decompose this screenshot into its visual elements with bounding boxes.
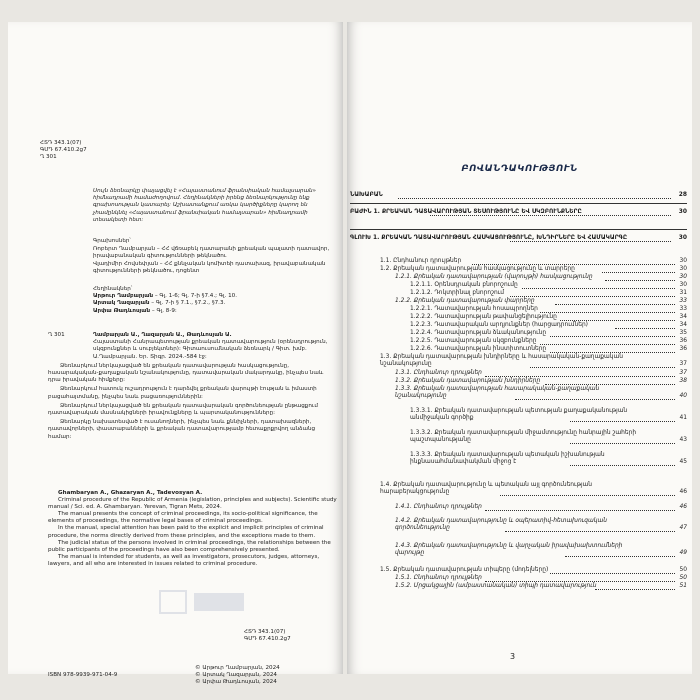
approval-note: Սույն ձեռնարկը փայացվել է «Հայաստանում ֆրանսիական համալսարան» հիմնադրամի համաժողովում. Հեղինակների իրենց ձեռնարկությունը ենք գրախոսության կատարել: Աշխատանքում առկա կարծիքները կարող են չհամընկնել «Հայաստանում ֆրանսիական համալսարան» հիմնադրամի տեսակետի հետ: — [93, 188, 317, 223]
toc-entry-text: ԲԱԺԻՆ 1. ՔՐԵԱԿԱՆ ԴԱՏԱՎԱՐՈՒԹՅԱՆ ՏԵՍՈՒԹՅՈՒՆԸ ԵՎ ՍԿԶԲՈՒՆՔՆԵՐԸ — [350, 209, 582, 215]
divider — [350, 229, 687, 230]
toc-entry-page: 30 — [678, 209, 687, 215]
toc-entry-text: 1.3.3.2. Քրեական դատավարության միջամտությունը հանրային շահերի պաշտպանությանը — [410, 430, 637, 444]
left-page — [8, 22, 343, 686]
toc-entry-page: 30 — [679, 266, 687, 272]
bbk-code: ԳՄԴ 67.410.2ց7 — [40, 147, 87, 154]
author-entry — [93, 300, 333, 307]
toc-entry — [395, 518, 687, 532]
toc-entry-page: 35 — [679, 330, 687, 336]
authors-block — [93, 286, 333, 315]
biblio-paragraph: Ձեռնարկում ներկայացված են քրեական դատավարական գործունեության ընթացքում դատավարական մասնակիցների իրավունքները և պարտականությունները: — [48, 402, 318, 417]
toc-entry — [350, 192, 687, 199]
biblio-code: Ղ 301 — [48, 332, 65, 338]
toc-entry-text: 1.4.2. Քրեական դատավարությունը և օպերատիվ-հետախուզական գործունեությունը — [395, 518, 607, 532]
toc-entry-text: 1.3.3.1. Քրեական դատավարության պետության քաղաքականության անմիջական գործիք — [410, 408, 628, 422]
toc-entry-page: 30 — [679, 258, 687, 264]
toc-entry-page: 41 — [679, 415, 687, 422]
authors-heading: Հեղինակներ՝ — [93, 286, 133, 292]
toc-entry — [395, 370, 687, 377]
toc-entry-text: 1.2.2.3. Դատավարական արդյունքներ (հարցադրումներ) — [410, 322, 588, 328]
toc-entry-page: 50 — [679, 567, 687, 573]
abstract-paragraph: The judicial status of the persons involved in criminal proceedings, the relationships between the public participants of the proceedings have also been comprehensively presented. — [48, 539, 331, 553]
toc-entry-page: 33 — [679, 298, 687, 304]
toc-entry — [395, 575, 687, 582]
toc-entry-text: 1.3.2. Քրեական դատավարության խնդիրները — [395, 378, 541, 384]
toc-entry-page: 30 — [679, 274, 687, 280]
toc-entry-page: 34 — [679, 314, 687, 320]
biblio-paragraph: Ձեռնարկը նախատեսված է ուսանողների, ինչպես նաև քննիչների, դատախազների, դատավորների, փաստաբանների և քրեական դատավարությամբ հետաքրքրվող անձանց համար: — [48, 419, 316, 440]
toc-entry-text: 1.2.2.4. Դատավարության ձևականությունը — [410, 330, 547, 336]
toc-entry-text: 1.3. Քրեական դատավարության խնդիրները և հասարակական-քաղաքական նշանակությունը — [380, 354, 623, 368]
toc-entry-text: 1.2.2. Քրեական դատավարության փարրերը — [395, 298, 535, 304]
bibliographic-record — [48, 332, 333, 441]
english-abstract — [48, 490, 338, 568]
author-mark: Ղ 301 — [40, 154, 57, 161]
toc-entry — [410, 346, 687, 353]
toc-entry — [395, 504, 687, 511]
author-parts: – Գլ. 8-9: — [150, 307, 177, 314]
reviewers-block — [93, 238, 333, 275]
toc-entry-page: 51 — [679, 583, 687, 589]
biblio-text: Հայաստանի Հանրապետության քրեական դատավարություն (օրենսդրություն, սկզբունքներ և սուբյեկտներ): Գիտաուսումնական ձեռնարկ / Գիտ. խմբ. Ա.Ղամբարյան. Եր. Տիգր. 2024.-584 էջ: — [93, 339, 328, 360]
toc-entry-text: 1.2. Քրեական դատավարության հասկացությունը և տարրերը — [380, 266, 575, 272]
toc-entry — [410, 290, 687, 297]
divider — [350, 203, 687, 204]
toc-entry — [410, 322, 687, 329]
toc-entry-text: 1.4. Քրեական դատավարությունը և պետական այլ գործունեության հարաբերակցությունը — [380, 482, 593, 496]
toc-entry — [380, 354, 687, 368]
toc-entry-page: 37 — [679, 361, 687, 368]
abstract-authors: Ghambaryan A., Ghazaryan A., Tadevosyan A. — [58, 490, 203, 496]
toc-entry-text: 1.4.3. Քրեական դատավարությունը և վարչական իրավախախտումների վարույթը — [395, 543, 623, 557]
bbk-code: ԳՄԴ 67.410.2ց7 — [244, 636, 291, 643]
toc-entry-text: ԳԼՈՒԽ 1. ՔՐԵԱԿԱՆ ԴԱՏԱՎԱՐՈՒԹՅԱՆ ՀԱՍԿԱՑՈՒԹՅՈՒՆԸ, ԽՆԴԻՐՆԵՐԸ ԵՎ ՀԱՄԱԿԱՐԳԸ — [350, 235, 628, 241]
author-name: Արփա Թադևոսյան — [93, 307, 151, 314]
author-parts: – Գլ. 1-6; Գլ. 7-ի §7.4.; Գլ. 10. — [153, 293, 237, 300]
toc-entry — [410, 330, 687, 337]
toc-entry-page: 40 — [679, 393, 687, 400]
toc-entry-page: 30 — [679, 282, 687, 288]
toc-entry — [380, 482, 687, 496]
toc-entry — [395, 274, 687, 281]
biblio-paragraph: Ձեռնարկում ներկայացված են քրեական դատավարության հասկացությունը, հասարակական-քաղաքական նշանակությունը, դատավարական մակարդակը, ինչպես նաև դրա իրավական հիմքերը: — [48, 362, 324, 384]
classification-codes-bottom — [244, 629, 291, 643]
toc-entry-text: 1.3.3.3. Քրեական դատավարության պետական իշխանության ինքնասահմանափակման միջոց է — [410, 452, 605, 466]
toc-entry-text: 1.2.1.2. Դոկտրինալ բնորոշում — [410, 290, 505, 296]
toc-entry-page: 30 — [678, 235, 687, 241]
toc-title: ԲՈՎԱՆԴԱԿՈՒԹՅՈՒՆ — [461, 164, 578, 174]
toc-entry — [395, 386, 687, 400]
toc-entry-page: 43 — [679, 437, 687, 444]
toc-entry — [350, 209, 687, 216]
toc-entry-page: 33 — [679, 306, 687, 312]
toc-entry — [395, 298, 687, 305]
reviewers-heading: Գրախոսներ՝ — [93, 238, 131, 244]
toc-entry-text: 1.5.2. Մրցակցային (ամբաստանական) տիպի դատավարություն — [395, 583, 597, 589]
toc-entry — [410, 430, 687, 444]
toc-entry-text: 1.3.1. Ընդհանուր դրույթներ — [395, 370, 482, 376]
toc-entry — [395, 378, 687, 385]
abstract-paragraph: In the manual, special attention has been paid to the explicit and implicit principles of criminal procedure, the norms directly derived from these principles, and the exceptions made to them. — [48, 525, 324, 539]
toc-entry — [410, 452, 687, 466]
page-number: 3 — [510, 652, 516, 661]
udc-code: ՀՏԴ 343.1(07) — [244, 629, 286, 635]
toc-entry-page: 37 — [679, 370, 687, 376]
toc-entry-text: ՆԱԽԱԲԱՆ — [350, 192, 383, 198]
toc-entry-page: 46 — [679, 504, 687, 510]
toc-entry-page: 28 — [678, 192, 687, 198]
toc-entry-page: 36 — [679, 338, 687, 344]
toc-entry-text: 1.3.3. Քրեական դատավարության հասարակական-քաղաքական նշանակությունը — [395, 386, 600, 400]
toc-entry — [380, 266, 687, 273]
toc-entry-text: 1.2.1.1. Օրենսդրական բնորոշումը — [410, 282, 518, 288]
toc-entry — [410, 306, 687, 313]
toc-entry — [350, 235, 687, 242]
toc-entry-text: 1.4.1. Ընդհանուր դրույթներ — [395, 504, 482, 510]
toc-entry — [395, 583, 687, 590]
toc-entry-text: 1.2.2.1. Դատավարության հոսապրողներ — [410, 306, 538, 312]
toc-entry — [380, 258, 687, 265]
toc-entry-page: 34 — [679, 322, 687, 328]
toc-entry — [410, 338, 687, 345]
isbn: ISBN 978-9939-971-04-9 — [48, 672, 118, 678]
copyright-line: © Արփա Թադևոսյան, 2024 — [195, 679, 277, 686]
toc-entry-text: 1.2.2.5. Դատավարության սկզբունքները — [410, 338, 537, 344]
right-page — [347, 22, 692, 674]
classification-codes — [40, 140, 87, 162]
copyright-block — [195, 665, 280, 687]
toc-entry-page: 50 — [679, 575, 687, 581]
abstract-paragraph: Criminal procedure of the Republic of Armenia (legislation, principles and subjects). Scientific study manual / Sci. ed. A. Ghambaryan. Yerevan, Tigran Mets, 2024. — [48, 497, 337, 511]
reviewer-entry: Վլադիմիր Հովսեփյան – ՀՀ քննչական կոմիտեի դատախազ, իրավաբանական գիտությունների թեկնածու, դոցենտ — [93, 260, 326, 274]
author-parts: – Գլ. 7-ի § 7.1., §7.2., §7.3. — [149, 300, 226, 307]
biblio-paragraph: Ձեռնարկում հատուկ ուշադրություն է դարձվել քրեական վարույթի էության և իմաստի բացահայտմանը, ինչպես նաև բացառություններին: — [48, 386, 317, 400]
toc-entry-text: 1.2.1. Քրեական դատավարության (վարույթի) հասկացությունը — [395, 274, 593, 280]
toc-entry-page: 47 — [679, 525, 687, 532]
author-entry — [93, 293, 333, 300]
toc-entry-text: 1.1. Ընդհանուր դրույթներ — [380, 258, 462, 264]
toc-entry-page: 45 — [679, 459, 687, 466]
toc-entry — [410, 408, 687, 422]
udc-code: ՀՏԴ 343.1(07) — [40, 140, 82, 146]
author-name: Արթուր Ղամբարյան — [93, 293, 154, 300]
toc-entry — [410, 314, 687, 321]
toc-entry-page: 46 — [679, 489, 687, 496]
author-name: Արտակ Ղազարյան — [93, 300, 150, 307]
publisher-watermark-logo — [158, 587, 248, 617]
author-entry — [93, 308, 333, 315]
toc-entry-text: 1.2.2.6. Դատավարության ինստիտուտները — [410, 346, 547, 352]
toc-entry-text: 1.5. Քրեական դատավարության տիպերը (մոդելները) — [380, 567, 549, 573]
toc-entry-text: 1.2.2.2. Դատավարության թափանցելիությունը — [410, 314, 557, 320]
copyright-line: © Արտակ Ղազարյան, 2024 — [195, 672, 277, 679]
toc-entry — [395, 543, 687, 557]
toc-entry — [380, 567, 687, 574]
abstract-paragraph: The manual presents the concept of criminal proceedings, its socio-political significance, the elements of proceedings, the normative legal bases of criminal proceedings. — [48, 511, 318, 525]
abstract-paragraph: The manual is intended for students, as well as investigators, prosecutors, judges, attorneys, lawyers, and all who are interested in issues related to criminal procedure. — [48, 553, 320, 567]
reviewer-entry: Ռոբերտ Ղամբարյան – ՀՀ վճռաբեկ դատարանի քրեական պալատի դատավոր, իրավաբանական գիտությունների թեկնածու — [93, 246, 330, 260]
toc-entry-text: 1.5.1. Ընդհանուր դրույթներ — [395, 575, 482, 581]
toc-entry-page: 49 — [679, 550, 687, 557]
toc-entry-page: 31 — [679, 290, 687, 296]
toc-entry-page: 36 — [679, 346, 687, 352]
toc-entry — [410, 282, 687, 289]
biblio-heading: Ղամբարյան Ա., Ղազարյան Ա., Թադևոսյան Ա. — [93, 332, 232, 338]
copyright-line: © Արթուր Ղամբարյան, 2024 — [195, 665, 280, 671]
toc-entry-page: 38 — [679, 378, 687, 384]
